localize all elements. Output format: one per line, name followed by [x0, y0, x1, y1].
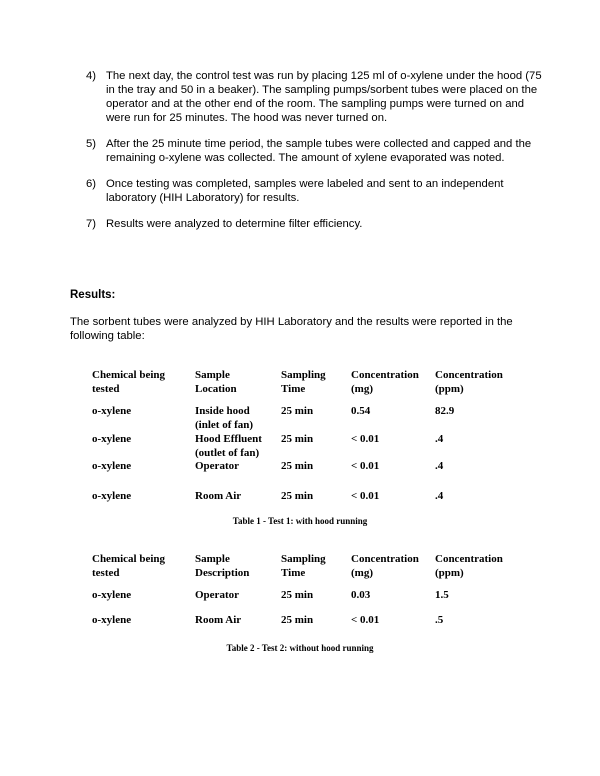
table-header-row: [92, 553, 515, 589]
cell-description: Operator: [195, 589, 239, 601]
header-sample: Sample Description: [195, 553, 250, 579]
table-row: [92, 460, 515, 490]
step-5: [86, 137, 546, 165]
table-row: [92, 433, 515, 460]
cell-time: 25 min: [281, 589, 314, 601]
cell-time: 25 min: [281, 490, 314, 502]
cell-time: 25 min: [281, 433, 314, 445]
cell-chemical: o-xylene: [92, 490, 132, 502]
results-table-1: [92, 369, 515, 506]
cell-chemical: o-xylene: [92, 405, 132, 417]
step-4: [86, 69, 546, 125]
step-text: The next day, the control test was run by placing 125 ml of o-xylene under the hood (75 in the tray and 50 in a beaker). The sampling pumps/sorbent tubes were placed on the operator and at the other end of the room. The sampling pumps were turned on and were run for 25 minutes. The hood was never turned on.: [106, 70, 542, 124]
cell-mg: 0.54: [351, 405, 371, 417]
header-time: Sampling Time: [281, 369, 326, 395]
results-table-2: [92, 553, 515, 630]
step-text: After the 25 minute time period, the sample tubes were collected and capped and the remaining o-xylene was collected. The amount of xylene evaporated was noted.: [106, 138, 532, 164]
cell-time: 25 min: [281, 460, 314, 472]
cell-mg: < 0.01: [351, 433, 380, 445]
cell-chemical: o-xylene: [92, 433, 132, 445]
procedure-steps: [86, 69, 546, 243]
header-concentration-ppm: Concentration (ppm): [435, 553, 503, 579]
header-chemical: Chemical being tested: [92, 553, 166, 579]
header-sample: Sample Location: [195, 369, 237, 395]
header-concentration-mg: Concentration (mg): [351, 369, 419, 395]
cell-ppm: .4: [435, 460, 444, 472]
cell-time: 25 min: [281, 405, 314, 417]
cell-location: Inside hood (inlet of fan): [195, 405, 254, 431]
table-1-caption: Table 1 - Test 1: with hood running: [232, 516, 368, 526]
cell-mg: < 0.01: [351, 490, 380, 502]
cell-location: Hood Effluent (outlet of fan): [195, 433, 262, 459]
results-heading: Results:: [70, 289, 116, 301]
step-number: 7): [86, 218, 97, 230]
cell-chemical: o-xylene: [92, 460, 132, 472]
cell-mg: 0.03: [351, 589, 371, 601]
step-text: Once testing was completed, samples were labeled and sent to an independent laboratory (HIH Laboratory) for results.: [106, 178, 504, 204]
cell-ppm: .4: [435, 490, 444, 502]
table-header-row: [92, 369, 515, 405]
results-intro: The sorbent tubes were analyzed by HIH Laboratory and the results were reported in the following table:: [70, 316, 513, 342]
step-7: [86, 217, 546, 231]
cell-location: Operator: [195, 460, 239, 472]
cell-ppm: 1.5: [435, 589, 449, 601]
step-text: Results were analyzed to determine filter efficiency.: [106, 218, 363, 230]
table-row: [92, 405, 515, 433]
cell-ppm: .5: [435, 614, 444, 626]
table-row: [92, 614, 515, 630]
table-row: [92, 490, 515, 506]
header-chemical: Chemical being tested: [92, 369, 166, 395]
cell-mg: < 0.01: [351, 460, 380, 472]
step-number: 6): [86, 178, 97, 190]
cell-chemical: o-xylene: [92, 589, 132, 601]
cell-description: Room Air: [195, 614, 242, 626]
cell-time: 25 min: [281, 614, 314, 626]
header-time: Sampling Time: [281, 553, 326, 579]
header-concentration-ppm: Concentration (ppm): [435, 369, 503, 395]
cell-chemical: o-xylene: [92, 614, 132, 626]
table-row: [92, 589, 515, 614]
cell-ppm: 82.9: [435, 405, 455, 417]
table-2-caption: Table 2 - Test 2: without hood running: [226, 643, 374, 653]
header-concentration-mg: Concentration (mg): [351, 553, 419, 579]
step-number: 4): [86, 70, 97, 82]
cell-mg: < 0.01: [351, 614, 380, 626]
step-6: [86, 177, 546, 205]
step-number: 5): [86, 138, 97, 150]
cell-location: Room Air: [195, 490, 242, 502]
cell-ppm: .4: [435, 433, 444, 445]
